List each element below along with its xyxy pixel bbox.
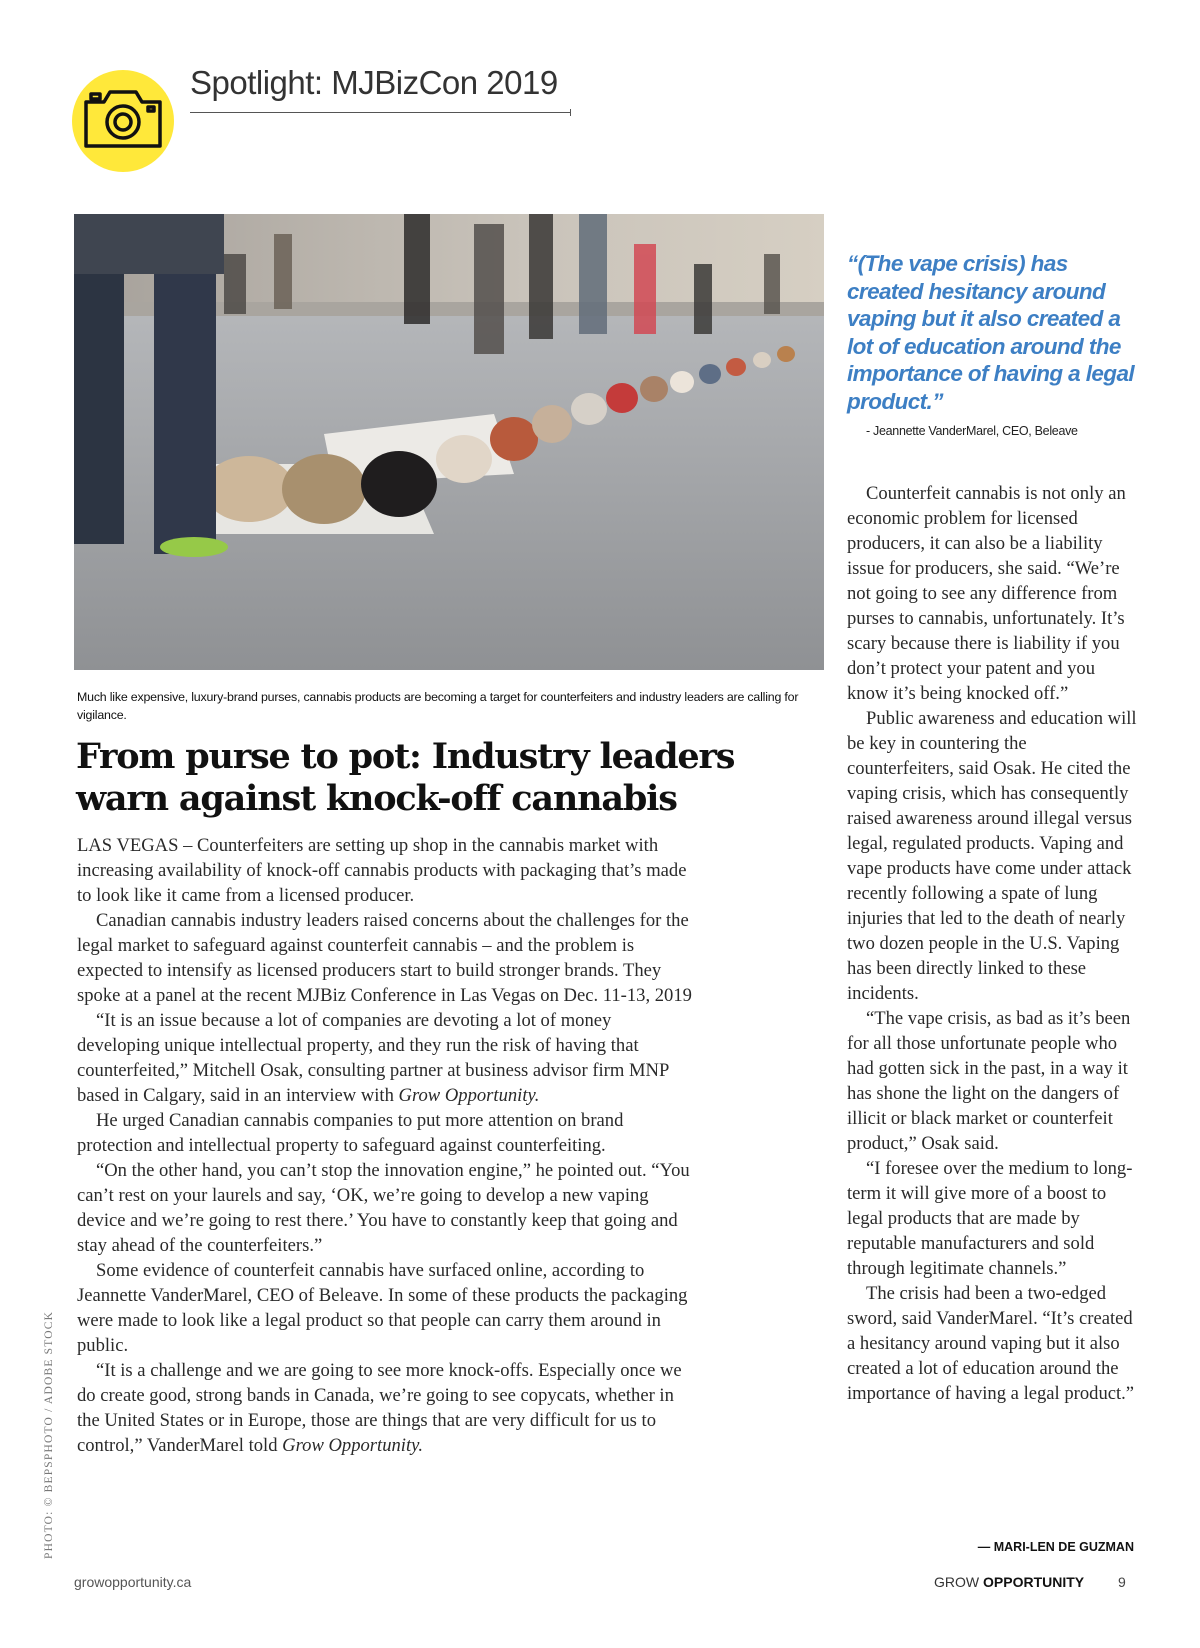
article-photo [74, 214, 824, 670]
photo-credit: PHOTO: © BEPSPHOTO / ADOBE STOCK [43, 1310, 55, 1559]
paragraph [77, 1008, 697, 1108]
paragraph: “The vape crisis, as bad as it’s been for all those unfortunate people who had gotten sick in the past, in a way it has shone the light on the dangers of illicit or black market or counterfeit product,” Osak said. [847, 1008, 1131, 1154]
paragraph: Public awareness and education will be key in countering the counterfeiters, said Osak. He cited the vaping crisis, which has consequently raised awareness around illegal versus legal, regulated products. Vaping and vape products have come under attack recently following a spate of lung injuries that led to the death of nearly two dozen people in the U.S. Vaping has been directly linked to these incidents. [847, 708, 1137, 1004]
brand-bold: OPPORTUNITY [983, 1574, 1085, 1590]
publication-name: Grow Opportunity. [282, 1435, 424, 1456]
title-rule [190, 112, 570, 113]
page-number: 9 [1118, 1574, 1126, 1590]
camera-badge [72, 70, 174, 172]
paragraph: Canadian cannabis industry leaders raised concerns about the challenges for the legal market to safeguard against counterfeit cannabis – and the problem is expected to intensify as licensed producers start to build stronger brands. They spoke at a panel at the recent MJBiz Conference in Las Vegas on Dec. 11-13, 2019 [77, 910, 692, 1006]
paragraph: LAS VEGAS – Counterfeiters are setting up shop in the cannabis market with increasing availability of knock-off cannabis products with packaging that’s made to look like it came from a licensed producer. [77, 835, 687, 906]
camera-icon [80, 82, 166, 154]
footer-brand [934, 1574, 1084, 1590]
byline: — MARI-LEN DE GUZMAN [977, 1540, 1134, 1554]
paragraph: Some evidence of counterfeit cannabis have surfaced online, according to Jeannette VanderMarel, CEO of Beleave. In some of these products the packaging were made to look like a legal product so that people can carry them around in public. [77, 1260, 688, 1356]
article-body-left [77, 833, 697, 1458]
brand-light: GROW [934, 1574, 980, 1590]
paragraph: He urged Canadian cannabis companies to put more attention on brand protection and intellectual property to safeguard against counterfeiting. [77, 1110, 624, 1156]
photo-caption: Much like expensive, luxury-brand purses, cannabis products are becoming a target for counterfeiters and industry leaders are calling for vigilance. [77, 690, 799, 722]
paragraph-text: “It is an issue because a lot of companies are devoting a lot of money developing unique intellectual property, and they run the risk of having that counterfeited,” Mitchell Osak, consulting partner at business advisor firm MNP based in Calgary, said in an interview with [77, 1010, 669, 1106]
article-headline: From purse to pot: Industry leaders warn against knock-off cannabis [76, 736, 735, 819]
paragraph: The crisis had been a two-edged sword, said VanderMarel. “It’s created a hesitancy around vaping but it also created a lot of education around the importance of having a legal product.” [847, 1283, 1135, 1404]
publication-name: Grow Opportunity. [398, 1085, 540, 1106]
section-title: Spotlight: MJBizCon 2019 [190, 64, 558, 101]
paragraph-text: “It is a challenge and we are going to see more knock-offs. Especially once we do create good, strong bands in Canada, we’re going to see copycats, whether in the United States or in Europe, those are things that are very difficult for us to control,” VanderMarel told [77, 1360, 682, 1456]
pull-quote-attribution: - Jeannette VanderMarel, CEO, Beleave [866, 424, 1078, 438]
paragraph: “I foresee over the medium to long-term it will give more of a boost to legal products that are made by reputable manufacturers and sold through legitimate channels.” [847, 1158, 1133, 1279]
footer-url[interactable]: growopportunity.ca [74, 1574, 192, 1590]
pull-quote: “(The vape crisis) has created hesitancy around vaping but it also created a lot of education around the importance of having a legal product.” [847, 251, 1135, 414]
article-body-right [847, 481, 1137, 1406]
paragraph: Counterfeit cannabis is not only an economic problem for licensed producers, it can also be a liability issue for producers, she said. “We’re not going to see any difference from purses to cannabis, unfortunately. It’s scary because there is liability if you don’t protect your patent and you know it’s being knocked off.” [847, 483, 1126, 704]
purses-photo-illustration [74, 214, 824, 670]
paragraph: “On the other hand, you can’t stop the innovation engine,” he pointed out. “You can’t rest on your laurels and say, ‘OK, we’re going to develop a new vaping device and we’re going to rest there.’ You have to constantly keep that going and stay ahead of the counterfeiters.” [77, 1160, 690, 1256]
paragraph [77, 1358, 697, 1458]
